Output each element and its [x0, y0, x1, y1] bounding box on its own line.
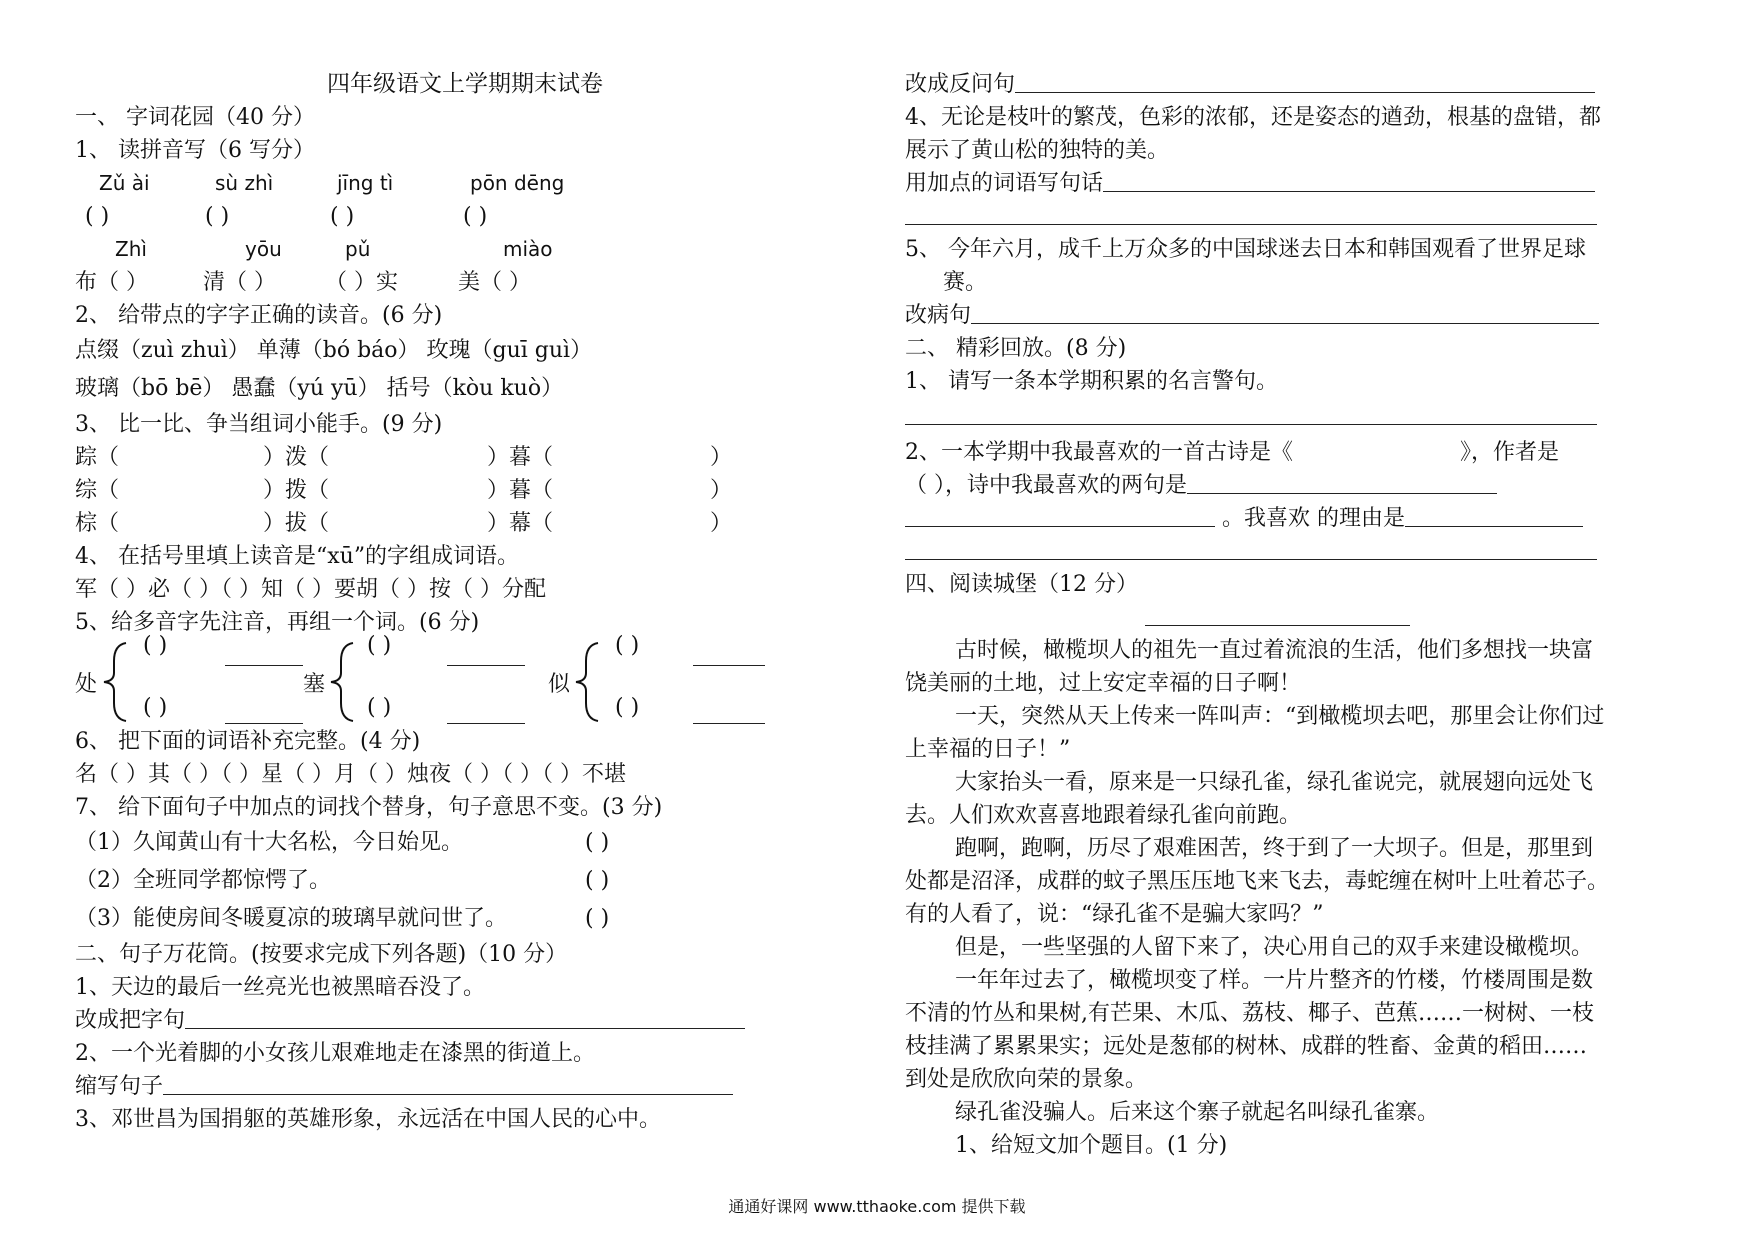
answer-line[interactable]	[163, 1070, 733, 1095]
pinyin-blank[interactable]: ( )	[615, 695, 640, 720]
pinyin-blank[interactable]: ( )	[143, 695, 168, 720]
answer-blank[interactable]: ( )	[585, 906, 610, 931]
word-blank[interactable]	[693, 699, 765, 724]
q1-paren-row-1	[75, 200, 855, 233]
section-2-heading: 二、句子万花筒。(按要求完成下列各题)（10 分）	[75, 942, 568, 967]
requirement-label: 改成把字句	[75, 1008, 186, 1033]
pinyin-blank[interactable]: ( )	[367, 695, 392, 720]
q2-row-2: 玻璃（bō bē） 愚蠢（yú yū） 括号（kòu kuò）	[75, 376, 564, 401]
s3-q2-row-3	[905, 502, 1685, 535]
word-blank[interactable]	[447, 699, 525, 724]
passage-line: 不清的竹丛和果树,有芒果、木瓜、荔枝、椰子、芭蕉……一树树、一枝	[905, 1001, 1594, 1026]
left-column	[75, 68, 855, 1136]
passage-line: 大家抬头一看，原来是一只绿孔雀，绿孔雀说完，就展翅向远处飞	[955, 770, 1594, 795]
answer-blank[interactable]: ( )	[85, 204, 110, 229]
passage-line: 上幸福的日子！”	[905, 737, 1071, 762]
answer-line[interactable]	[905, 200, 1597, 225]
reading-passage	[905, 634, 1685, 1162]
s3-q2-text: （ ），诗中我最喜欢的两句是	[905, 473, 1187, 498]
passage-line: 古时候，橄榄坝人的祖先一直过着流浪的生活，他们多想找一块富	[955, 638, 1594, 663]
q1-prompt: 1、 读拼音写（6 写分）	[75, 138, 315, 163]
q3-cell[interactable]: ）拔（	[263, 511, 330, 536]
q1-pinyin-row-2	[75, 233, 855, 266]
word-blank[interactable]	[225, 699, 303, 724]
s2-q4-line-1: 4、无论是枝叶的繁茂，色彩的浓郁，还是姿态的遒劲，根基的盘错，都	[905, 105, 1601, 130]
q3-row-2	[75, 474, 855, 507]
passage-line: 一年年过去了，橄榄坝变了样。一片片整齐的竹楼，竹楼周围是数	[955, 968, 1594, 993]
s3-q1-answer-row	[905, 398, 1685, 436]
answer-blank[interactable]: ( )	[463, 204, 488, 229]
q3-cell: ）	[710, 445, 733, 470]
word-blank[interactable]	[447, 641, 525, 666]
passage-line: 绿孔雀没骗人。后来这个寨子就起名叫绿孔雀寨。	[955, 1100, 1440, 1125]
requirement-label: 改病句	[905, 303, 972, 328]
polyphone-char: 似	[548, 672, 571, 697]
q7-item-3	[75, 900, 855, 938]
q3-cell: ）	[710, 511, 733, 536]
s3-q2-row-2	[905, 469, 1685, 502]
q3-cell[interactable]: ）拨（	[263, 478, 330, 503]
fill-item[interactable]: 美（ ）	[458, 270, 531, 295]
passage-line: 到处是欣欣向荣的景象。	[905, 1067, 1148, 1092]
q3-cell[interactable]: ）暮（	[487, 478, 554, 503]
s2-q3: 3、邓世昌为国捐躯的英雄形象，永远活在中国人民的心中。	[75, 1107, 661, 1132]
q2-row-1: 点缀（zuì zhuì） 单薄（bó báo） 玫瑰（guī guì）	[75, 338, 593, 363]
pinyin-blank[interactable]: ( )	[143, 633, 168, 658]
q7-prompt: 7、 给下面句子中加点的词找个替身，句子意思不变。(3 分)	[75, 795, 663, 820]
s3-q2-row-4	[905, 535, 1685, 568]
s2-q4-line-2: 展示了黄山松的独特的美。	[905, 138, 1170, 163]
q3-cell[interactable]: 棕（	[75, 511, 120, 536]
pinyin-item: yōu	[245, 237, 282, 261]
pinyin-item: pǔ	[345, 237, 371, 261]
passage-line: 去。人们欢欢喜喜地跟着绿孔雀向前跑。	[905, 803, 1302, 828]
passage-line: 有的人看了，说：“绿孔雀不是骗大家吗？”	[905, 902, 1324, 927]
q1-pinyin-row-1	[75, 167, 855, 200]
polyphone-char: 处	[75, 672, 98, 697]
requirement-label: 改成反问句	[905, 72, 1016, 97]
s2-q2: 2、一个光着脚的小女孩儿艰难地走在漆黑的街道上。	[75, 1041, 595, 1066]
word-blank[interactable]	[693, 641, 765, 666]
brace-icon	[100, 639, 130, 725]
q7-sentence: （1）久闻黄山有十大名松，今日始见。	[75, 830, 463, 855]
q3-row-1	[75, 441, 855, 474]
section-1-heading: 一、 字词花园（40 分）	[75, 105, 315, 130]
passage-line: 1、给短文加个题目。(1 分)	[955, 1133, 1228, 1158]
exam-title: 四年级语文上学期期末试卷	[327, 71, 603, 97]
q3-cell[interactable]: ）泼（	[263, 445, 330, 470]
q2-prompt: 2、 给带点的字字正确的读音。(6 分)	[75, 303, 443, 328]
s2-q3-answer-row	[905, 68, 1685, 101]
answer-line[interactable]	[905, 400, 1597, 425]
q3-cell[interactable]: 踪（	[75, 445, 120, 470]
section-3-heading: 二、 精彩回放。(8 分)	[905, 336, 1127, 361]
answer-line[interactable]	[1103, 167, 1595, 192]
q3-row-3	[75, 507, 855, 540]
s3-q2-row-1	[905, 436, 1685, 469]
q3-cell[interactable]: ）幕（	[487, 511, 554, 536]
passage-line: 枝挂满了累累果实；远处是葱郁的树林、成群的牲畜、金黄的稻田……	[905, 1034, 1588, 1059]
pinyin-item: Zǔ ài	[99, 171, 150, 195]
answer-blank[interactable]: ( )	[585, 868, 610, 893]
pinyin-item: jīng tì	[337, 171, 394, 195]
s2-q5-line-2: 赛。	[943, 270, 988, 295]
s2-q1: 1、天边的最后一丝亮光也被黑暗吞没了。	[75, 975, 485, 1000]
q4-row[interactable]: 军（ ）必（ ）（ ）知（ ）要胡（ ）按（ ）分配	[75, 577, 546, 602]
s3-q1: 1、 请写一条本学期积累的名言警句。	[905, 369, 1278, 394]
passage-line: 但是，一些坚强的人留下来了，决心用自己的双手来建设橄榄坝。	[955, 935, 1594, 960]
answer-line[interactable]	[1015, 68, 1595, 93]
fill-item[interactable]: （ ）实	[325, 270, 398, 295]
s2-q2-answer-row	[75, 1070, 855, 1103]
q3-cell[interactable]: ）暮（	[487, 445, 554, 470]
q7-sentence: （3）能使房间冬暖夏凉的玻璃早就问世了。	[75, 906, 507, 931]
pinyin-item: pōn dēng	[470, 171, 565, 195]
pinyin-item: miào	[503, 237, 553, 261]
q7-sentence: （2）全班同学都惊愕了。	[75, 868, 331, 893]
passage-line: 跑啊，跑啊，历尽了艰难困苦，终于到了一大坝子。但是，那里到	[955, 836, 1594, 861]
pinyin-item: sù zhì	[215, 171, 274, 195]
q3-prompt: 3、 比一比、争当组词小能手。(9 分)	[75, 412, 443, 437]
s3-q2-text: 2、一本学期中我最喜欢的一首古诗是《	[905, 440, 1293, 465]
q4-prompt: 4、 在括号里填上读音是“xū”的字组成词语。	[75, 544, 520, 569]
answer-blank[interactable]: ( )	[330, 204, 355, 229]
word-blank[interactable]	[225, 641, 303, 666]
passage-line: 处都是沼泽，成群的蚊子黑压压地飞来飞去，毒蛇缠在树叶上吐着芯子。	[905, 869, 1610, 894]
q5-prompt: 5、给多音字先注音，再组一个词。(6 分)	[75, 610, 480, 635]
pinyin-item: Zhì	[115, 237, 147, 261]
passage-line: 饶美丽的土地，过上安定幸福的日子啊！	[905, 671, 1302, 696]
answer-line[interactable]	[1187, 469, 1497, 494]
brace-icon	[572, 639, 602, 725]
q5-polyphone-block	[75, 633, 855, 725]
s2-q4-answer-row	[905, 167, 1685, 200]
passage-title-blank-row	[905, 601, 1685, 634]
q1-row-2	[75, 266, 855, 299]
answer-line[interactable]	[905, 502, 1215, 527]
answer-line[interactable]	[971, 299, 1599, 324]
answer-blank[interactable]: ( )	[585, 830, 610, 855]
brace-icon	[327, 639, 357, 725]
right-column	[905, 68, 1685, 1162]
download-footer: 通通好课网 www.tthaoke.com 提供下载	[728, 1197, 1026, 1216]
s2-q5-answer-row	[905, 299, 1685, 332]
requirement-label: 缩写句子	[75, 1074, 164, 1099]
answer-line[interactable]	[1405, 502, 1583, 527]
s3-q2-text: 。我喜欢 的理由是	[1222, 506, 1405, 531]
passage-title-blank[interactable]	[1145, 601, 1410, 626]
fill-item[interactable]: 清（ ）	[203, 270, 276, 295]
q6-prompt: 6、 把下面的词语补充完整。(4 分)	[75, 729, 421, 754]
s2-q4-extra-line	[905, 200, 1685, 233]
s3-q2-text: 》，作者是	[1460, 440, 1560, 465]
pinyin-blank[interactable]: ( )	[615, 633, 640, 658]
requirement-label: 用加点的词语写句话	[905, 171, 1104, 196]
q3-cell[interactable]: 综（	[75, 478, 120, 503]
s2-q1-answer-row	[75, 1004, 855, 1037]
polyphone-char: 塞	[303, 672, 326, 697]
fill-item[interactable]: 布（ ）	[75, 270, 148, 295]
passage-line: 一天，突然从天上传来一阵叫声：“到橄榄坝去吧，那里会让你们过	[955, 704, 1605, 729]
q3-cell: ）	[710, 478, 733, 503]
section-4-heading: 四、阅读城堡（12 分）	[905, 572, 1138, 597]
answer-line[interactable]	[905, 535, 1597, 560]
answer-line[interactable]	[185, 1004, 745, 1029]
answer-blank[interactable]: ( )	[205, 204, 230, 229]
q7-item-2	[75, 862, 855, 900]
q6-row[interactable]: 名（ ）其（ ）（ ）星（ ）月（ ）烛夜（ ）（ ）（ ）不堪	[75, 762, 626, 787]
q7-item-1	[75, 824, 855, 862]
s2-q5-line-1: 5、 今年六月，成千上万众多的中国球迷去日本和韩国观看了世界足球	[905, 237, 1586, 262]
pinyin-blank[interactable]: ( )	[367, 633, 392, 658]
